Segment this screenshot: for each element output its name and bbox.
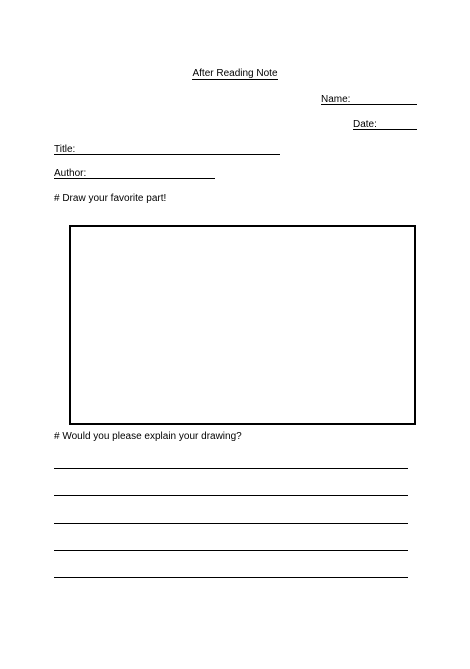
book-title-label: Title:: [54, 144, 76, 155]
draw-prompt: # Draw your favorite part!: [54, 193, 167, 204]
date-label: Date:: [353, 119, 377, 130]
name-label: Name:: [321, 94, 351, 105]
name-underline[interactable]: [321, 104, 417, 105]
answer-line-1[interactable]: [54, 468, 408, 469]
drawing-box[interactable]: [69, 225, 416, 425]
author-underline[interactable]: [54, 178, 215, 179]
worksheet-title-text: After Reading Note: [192, 68, 278, 79]
book-title-underline[interactable]: [54, 154, 280, 155]
answer-line-4[interactable]: [54, 550, 408, 551]
worksheet-title: [0, 68, 470, 79]
date-underline[interactable]: [353, 129, 417, 130]
author-label: Author:: [54, 168, 87, 179]
answer-line-2[interactable]: [54, 495, 408, 496]
answer-line-5[interactable]: [54, 577, 408, 578]
explain-prompt: # Would you please explain your drawing?: [54, 431, 242, 442]
answer-line-3[interactable]: [54, 523, 408, 524]
